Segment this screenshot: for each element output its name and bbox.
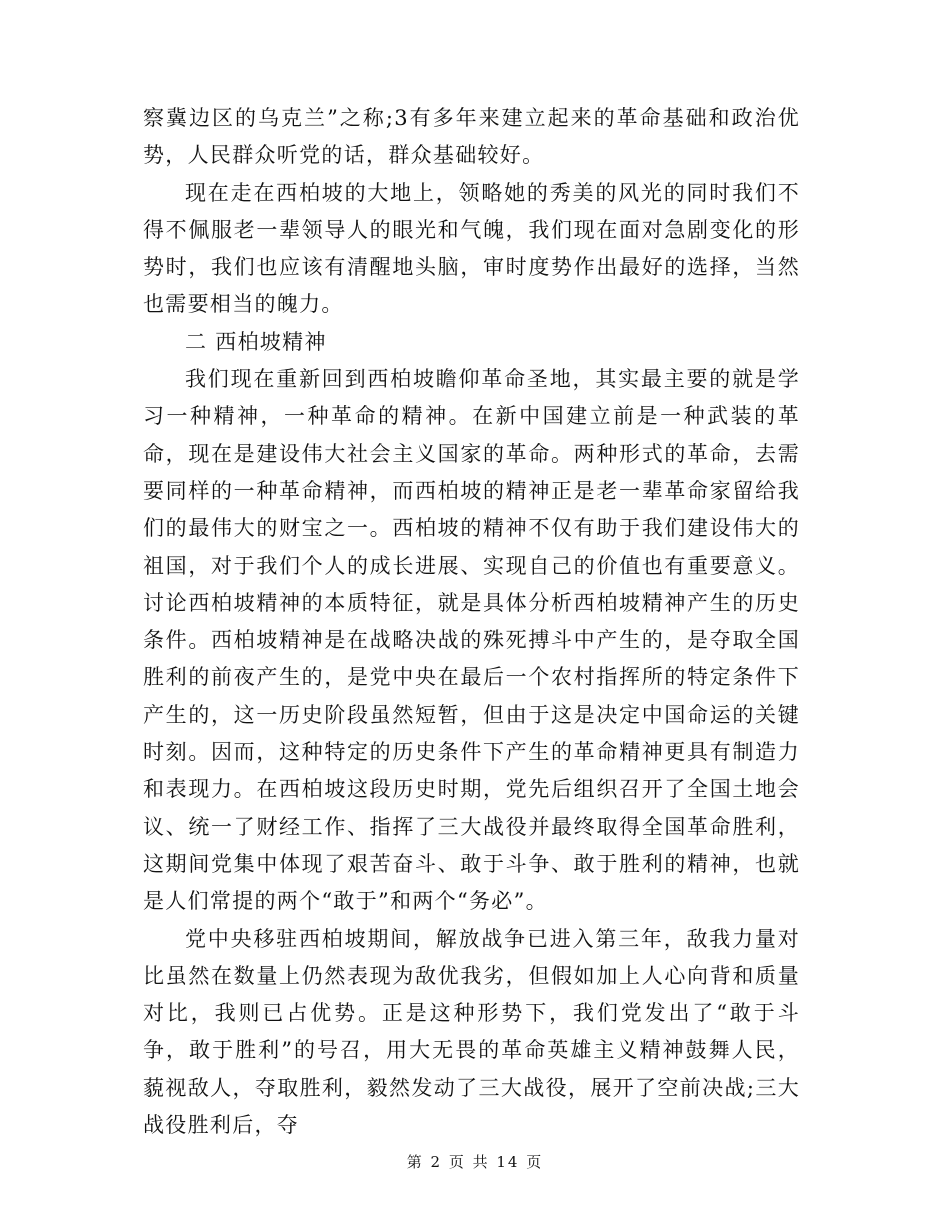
document-body [143,100,800,1144]
section-heading-xibaipo-spirit: 二 西柏坡精神 [185,329,327,354]
paragraph-civil-war: 党中央移驻西柏坡期间，解放战争已进入第三年，敌我力量对比虽然在数量上仍然表现为敌优我劣，但假如加上人心向背和质量对比，我则已占优势。正是这种形势下，我们党发出了“敢于斗争，敢于胜利”的号召，用大无畏的革命英雄主义精神鼓舞人民，藐视敌人，夺取胜利，毅然发动了三大战役，展开了空前决战;三大战役胜利后，夺 [143,926,800,1138]
paragraph-xibaipo-landscape: 现在走在西柏坡的大地上，领略她的秀美的风光的同时我们不得不佩服老一辈领导人的眼光和气魄，我们现在面对急剧变化的形势时，我们也应该有清醒地头脑，审时度势作出最好的选择，当然也需要相当的魄力。 [143,180,800,317]
paragraph-continuation: 察冀边区的乌克兰”之称;3有多年来建立起来的革命基础和政治优势，人民群众听党的话，群众基础较好。 [143,106,800,168]
paragraph-xibaipo-spirit: 我们现在重新回到西柏坡瞻仰革命圣地，其实最主要的就是学习一种精神，一种革命的精神。在新中国建立前是一种武装的革命，现在是建设伟大社会主义国家的革命。两种形式的革命，去需要同样的一种革命精神，而西柏坡的精神正是老一辈革命家留给我们的最伟大的财宝之一。西柏坡的精神不仅有助于我们建设伟大的祖国，对于我们个人的成长进展、实现自己的价值也有重要意义。讨论西柏坡精神的本质特征，就是具体分析西柏坡精神产生的历史条件。西柏坡精神是在战略决战的殊死搏斗中产生的，是夺取全国胜利的前夜产生的，是党中央在最后一个农村指挥所的特定条件下产生的，这一历史阶段虽然短暂，但由于这是决定中国命运的关键时刻。因而，这种特定的历史条件下产生的革命精神更具有制造力和表现力。在西柏坡这段历史时期，党先后组织召开了全国土地会议、统一了财经工作、指挥了三大战役并最终取得全国革命胜利，这期间党集中体现了艰苦奋斗、敢于斗争、敢于胜利的精神，也就是人们常提的两个“敢于”和两个“务必”。 [143,367,800,914]
page-number-footer: 第 2 页 共 14 页 [406,1153,544,1171]
